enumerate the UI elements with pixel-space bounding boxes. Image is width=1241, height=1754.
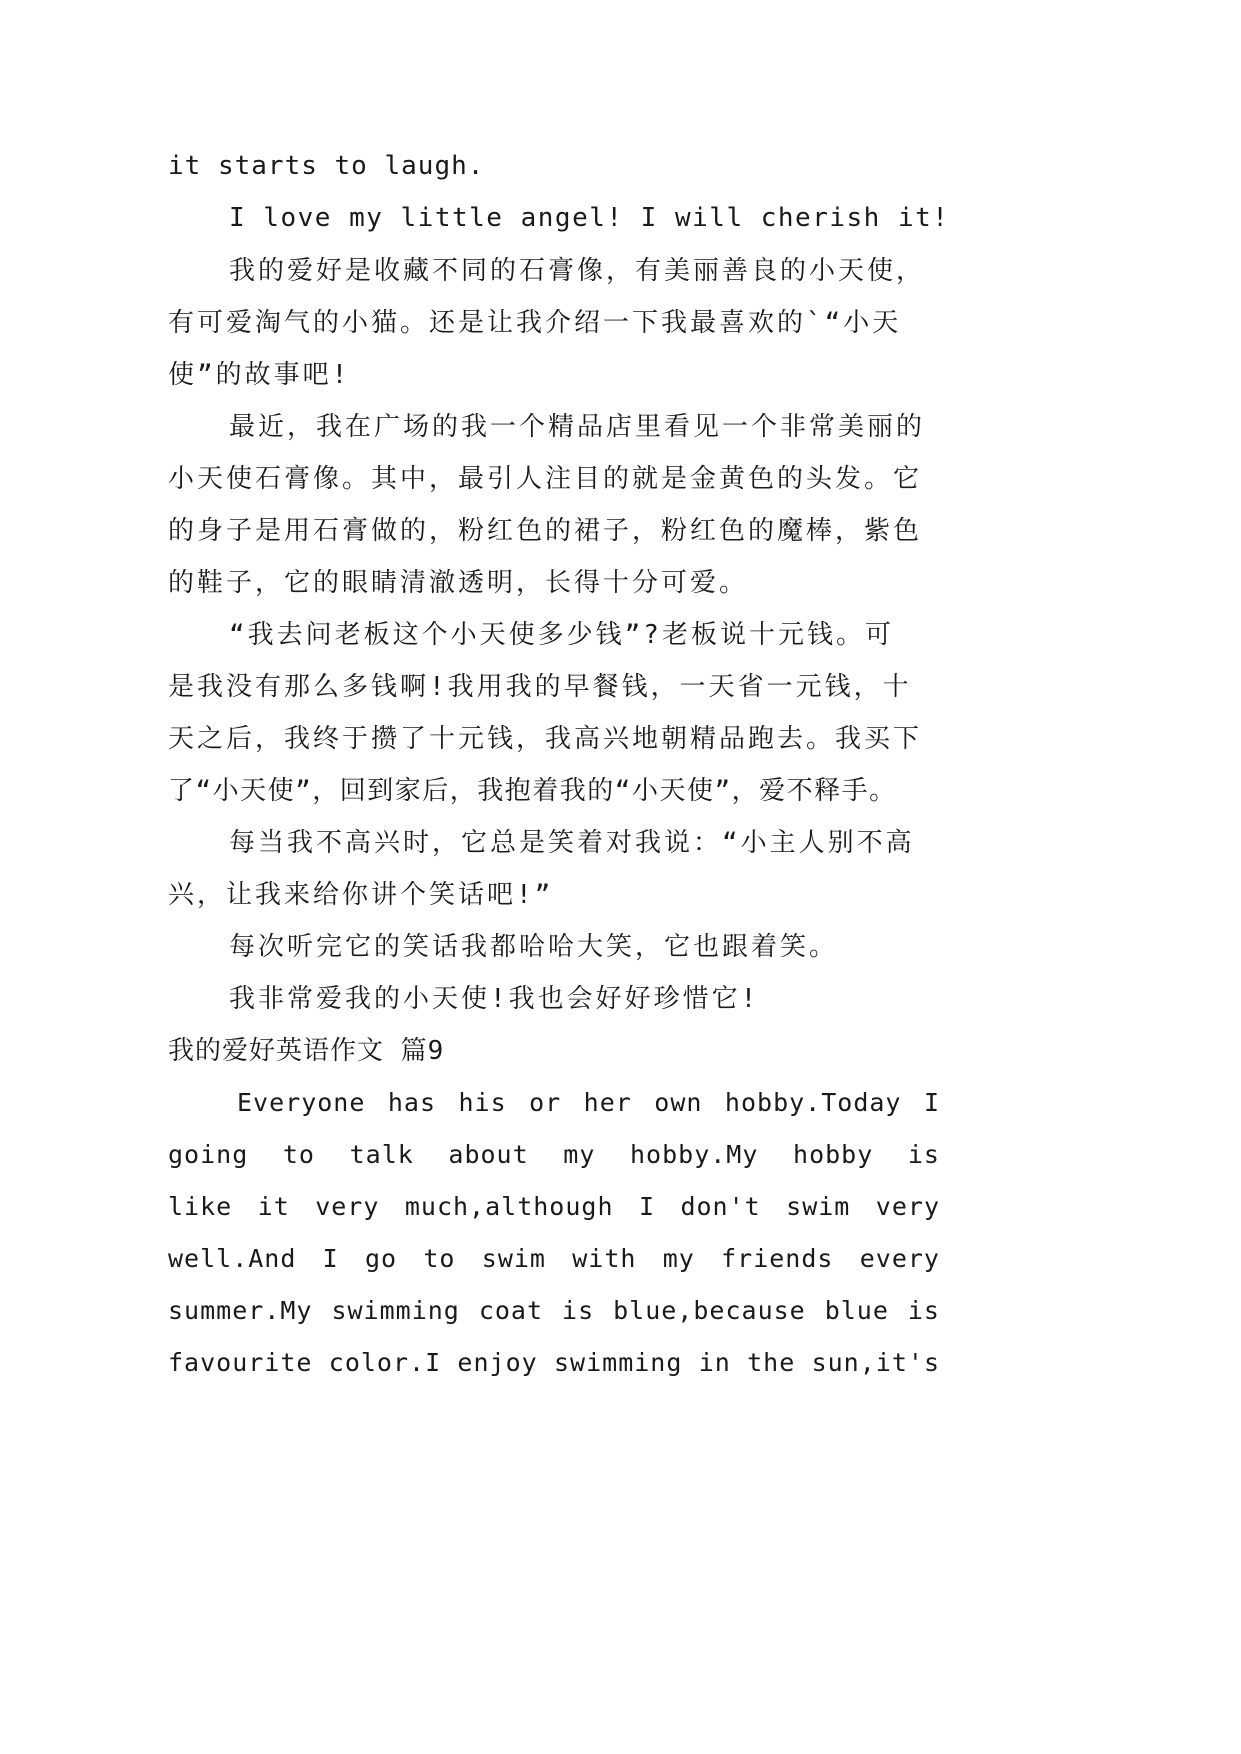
paragraph-line: 是我没有那么多钱啊!我用我的早餐钱，一天省一元钱，十 — [168, 672, 912, 702]
paragraph-line: I love my little angel! I will cherish it! — [229, 203, 950, 233]
paragraph-line: summer.My swimming coat is blue,because blue is — [168, 1296, 940, 1325]
paragraph-line: 的鞋子，它的眼睛清澈透明，长得十分可爱。 — [168, 568, 749, 598]
paragraph-line: like it very much,although I don't swim very — [168, 1192, 940, 1221]
paragraph-line: it starts to laugh. — [168, 151, 485, 181]
paragraph-line: 兴，让我来给你讲个笑话吧!” — [168, 880, 554, 910]
paragraph-line: going to talk about my hobby.My hobby is — [168, 1140, 940, 1169]
paragraph-line: “我去问老板这个小天使多少钱”?老板说十元钱。可 — [229, 620, 894, 650]
paragraph-line: 我的爱好是收藏不同的石膏像，有美丽善良的小天使， — [229, 256, 926, 286]
paragraph-line: 天之后，我终于攒了十元钱，我高兴地朝精品跑去。我买下 — [168, 724, 923, 754]
paragraph-line: 有可爱淘气的小猫。还是让我介绍一下我最喜欢的`“小天 — [168, 308, 902, 338]
paragraph-line: 每当我不高兴时，它总是笑着对我说：“小主人别不高 — [229, 828, 915, 858]
paragraph-line: 的身子是用石膏做的，粉红色的裙子，粉红色的魔棒，紫色 — [168, 516, 923, 546]
paragraph-line: favourite color.I enjoy swimming in the sun,it's — [168, 1348, 940, 1377]
paragraph-line: well.And I go to swim with my friends every — [168, 1244, 940, 1273]
paragraph-line: 每次听完它的笑话我都哈哈大笑，它也跟着笑。 — [229, 932, 839, 962]
paragraph-line: Everyone has his or her own hobby.Today I — [237, 1088, 940, 1117]
paragraph-line: 我非常爱我的小天使!我也会好好珍惜它! — [229, 984, 760, 1014]
paragraph-line: 使”的故事吧! — [168, 360, 351, 390]
paragraph-line: 小天使石膏像。其中，最引人注目的就是金黄色的头发。它 — [168, 464, 923, 494]
paragraph-line: 最近，我在广场的我一个精品店里看见一个非常美丽的 — [229, 412, 926, 442]
section-heading: 我的爱好英语作文 篇9 — [168, 1036, 445, 1066]
paragraph-line: 了“小天使”，回到家后，我抱着我的“小天使”，爱不释手。 — [168, 776, 897, 806]
